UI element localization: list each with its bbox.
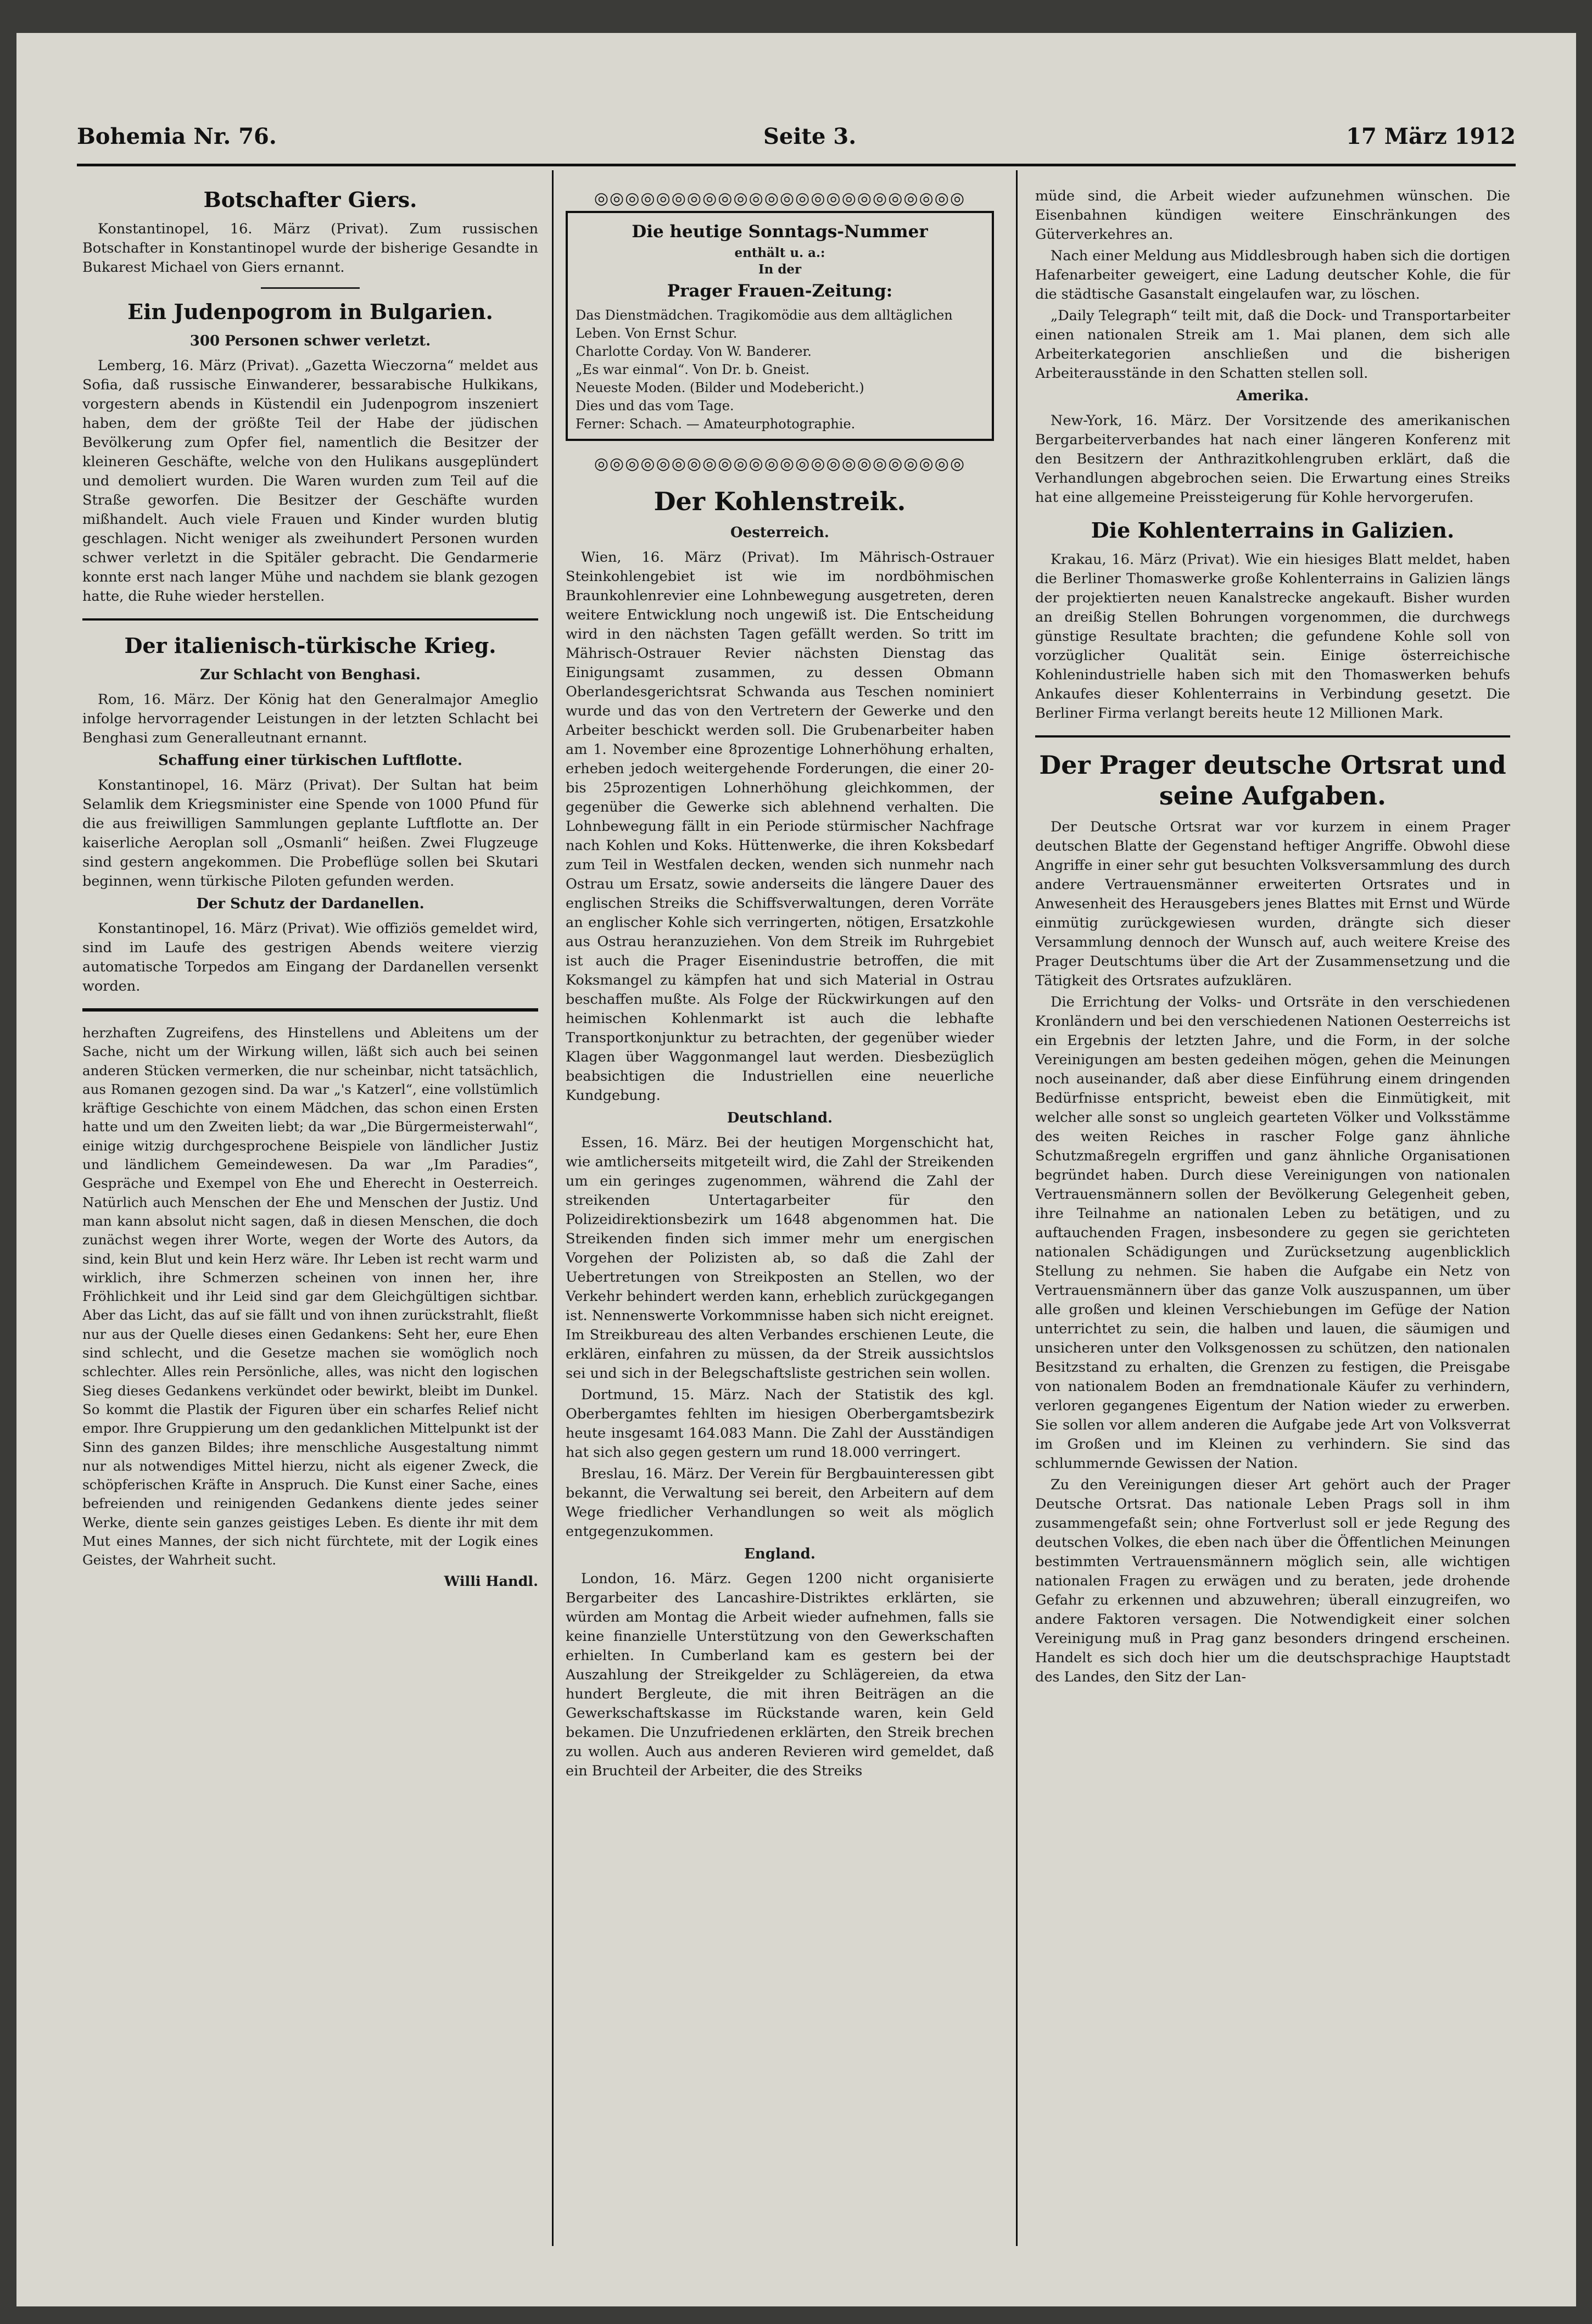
header-rule bbox=[77, 164, 1516, 166]
advert-contains: enthält u. a.: bbox=[734, 245, 825, 260]
text-dortmund: Dortmund, 15. März. Nach der Statistik des kgl. Oberbergamtes fehlten im hiesigen Oberbergamtsbezirk heute insgesamt 164.083 Mann. Die Zahl der Ausständigen hat sich also gegen gestern um rund 18.000 verringert. bbox=[566, 1387, 994, 1461]
advert-item: Ferner: Schach. — Amateurphotographie. bbox=[576, 416, 856, 432]
article-title-giers: Botschafter Giers. bbox=[203, 187, 417, 212]
column-1 bbox=[82, 187, 538, 2230]
text-middlesbrough: Nach einer Meldung aus Middlesbrough haben sich die dortigen Hafenarbeiter geweigert, eine Ladung deutscher Kohle, die für die städtische Gasanstalt eingelaufen war, zu löschen. bbox=[1035, 248, 1510, 303]
column-rule-2 bbox=[1016, 170, 1018, 2246]
article-subtitle-pogrom: 300 Personen schwer verletzt. bbox=[189, 333, 431, 349]
subhead-benghasi: Zur Schlacht von Benghasi. bbox=[200, 667, 421, 683]
ornament-border-bottom: ◎◎◎◎◎◎◎◎◎◎◎◎◎◎◎◎◎◎◎◎◎◎◎◎ bbox=[594, 454, 966, 473]
subhead-germany: Deutschland. bbox=[727, 1110, 833, 1126]
advert-title: Die heutige Sonntags-Nummer bbox=[632, 222, 928, 242]
text-dardanelles: Konstantinopel, 16. März (Privat). Wie offiziös gemeldet wird, sind im Laufe des gestrigen Abends weitere vierzig automatische Torpedos am Eingang der Dardanellen versenkt worden. bbox=[82, 920, 538, 995]
newspaper-page bbox=[16, 33, 1576, 2306]
text-ortsrat-3: Zu den Vereinigungen dieser Art gehört auch der Prager Deutsche Ortsrat. Das nationale Leben Prags soll in ihm zusammengefaßt sein; ohne Fortverlust soll er jede Regung des deutschen Volkes, die eben nach über die Öffentlichen Meinungen bestimmten Vertrauensmännern möglich sein, alle wichtigen nationalen Fragen zu erwägen und zu beraten, jede drohende Gefahr zu erkennen und abzuwehren; überall einzugreifen, wo andere Faktoren versagen. Die Notwendigkeit einer solchen Vereinigung muß in Prag ganz besonders dringend erscheinen. Handelt es sich doch hier um die deutschsprachige Hauptstadt des Landes, den Sitz der Lan- bbox=[1035, 1477, 1510, 1685]
text-benghasi: Rom, 16. März. Der König hat den Generalmajor Ameglio infolge hervorragender Leistungen in der letzten Schlacht bei Benghasi zum Generalleutnant ernannt. bbox=[82, 691, 538, 746]
ornament-border-top: ◎◎◎◎◎◎◎◎◎◎◎◎◎◎◎◎◎◎◎◎◎◎◎◎ bbox=[594, 189, 966, 208]
text-austria: Wien, 16. März (Privat). Im Mährisch-Ostrauer Steinkohlengebiet ist wie im nordböhmischen Braunkohlenrevier eine Lohnbewegung ausgetreten, deren weitere Entwicklung noch ungewiß ist. Die Entscheidung wird in den nächsten Tagen gefällt werden. So tritt im Mährisch-Ostrauer Revier nächsten Dienstag das Einigungsamt zusammen, zu dessen Obmann Oberlandesgerichtsrat Schwanda aus Teschen nominiert wurde und das von den Vertretern der Gewerke und den Arbeiter beschickt werden soll. Die Grubenarbeiter haben am 1. November eine 8prozentige Lohnerhöhung erhalten, erheben jedoch weitergehende Forderungen, die einer 20- bis 25prozentigen Lohnerhöhung gleichkommen, der gegenüber die Gewerke sich ablehnend verhalten. Die Lohnbewegung fällt in ein Periode stürmischer Nachfrage nach Kohlen und Koks. Hüttenwerke, die ihren Koksbedarf zum Teil in Westfalen decken, wenden sich nunmehr nach Ostrau um Ersatz, sowie anderseits die längere Dauer des englischen Streiks die Schiffsverwaltungen, deren Vorräte an englischer Kohle sich verringerten, nötigen, Ersatzkohle aus Ostrau heranzuziehen. Von dem Streik im Ruhrgebiet ist auch die Prager Eisenindustrie betroffen, die mit Koksmangel zu kämpfen hat und sich Material in Ostrau beschaffen mußte. Als Folge der Rückwirkungen auf den heimischen Kohlenmarkt ist auch die lebhafte Transportkonjunktur zu betrachten, der gegenüber wieder Klagen über Waggonmangel laut werden. Diesbezüglich beabsichtigen die Industriellen eine neuerliche Kundgebung. bbox=[566, 549, 994, 1104]
text-new-york: New-York, 16. März. Der Vorsitzende des amerikanischen Bergarbeiterverbandes hat nach einer längeren Konferenz mit den Besitzern der Anthrazitkohlengruben erklärt, daß die Verhandlungen abgebrochen seien. Die Erwartung eines Streiks hat eine allgemeine Preissteigerung für Kohle hervorgerufen. bbox=[1035, 412, 1510, 506]
column-rule-1 bbox=[552, 170, 554, 2246]
advert-item: „Es war einmal“. Von Dr. b. Gneist. bbox=[576, 362, 810, 377]
text-daily-telegraph: „Daily Telegraph“ teilt mit, daß die Dock- und Transportarbeiter einen nationalen Streik am 1. Mai planen, dem sich alle Arbeiterkategorien anschließen und die bisherigen Arbeiterausstände in den Schatten stellen soll. bbox=[1035, 308, 1510, 382]
article-title-ortsrat: Der Prager deutsche Ortsrat und seine Aufgaben. bbox=[1039, 750, 1506, 811]
text-airfleet: Konstantinopel, 16. März (Privat). Der Sultan hat beim Selamlik dem Kriegsminister eine Spende von 1000 Pfund für die aus freiwilligen Sammlungen geplante Luftflotte an. Der kaiserliche Aeroplan soll „Osmanli“ heißen. Zwei Flugzeuge sind gestern angekommen. Die Probeflüge sollen bei Skutari beginnen, wenn türkische Piloten gefunden werden. bbox=[82, 777, 538, 890]
text-krakau: Krakau, 16. März (Privat). Wie ein hiesiges Blatt meldet, haben die Berliner Thomaswerke große Kohlenterrains in Galizien längs der projektierten neuen Kanalstrecke angekauft. Bisher wurden an dreißig Stellen Bohrungen vorgenommen, die durchwegs günstige Resultate brachten; die gefundene Kohle soll von vorzüglicher Qualität sein. Einige österreichische Kohlenindustrielle haben sich mit den Thomaswerken behufs Ankaufes dieser Kohlenterrains in Verbindung gesetzt. Die Berliner Firma verlangt bereits heute 12 Millionen Mark. bbox=[1035, 551, 1510, 722]
text-essen: Essen, 16. März. Bei der heutigen Morgenschicht hat, wie amtlicherseits mitgeteilt wird, die Zahl der Streikenden um ein geringes zugenommen, während die Zahl der streikenden Untertagarbeiter für den Polizeidirektionsbezirk um 1648 abgenommen hat. Die Streikenden finden sich immer mehr um energischen Vorgehen der Polizisten ab, so daß die Zahl der Uebertretungen von Streikposten an Stellen, wo der Verkehr behindert werden kann, erheblich zurückgegangen ist. Nennenswerte Vorkommnisse haben sich nicht ereignet. Im Streikbureau des alten Verbandes erschienen Leute, die erklären, einfahren zu müssen, da der Streik aussichtslos sei und sich in der Belegschaftsliste gestrichen sein wollen. bbox=[566, 1135, 994, 1382]
subhead-america: Amerika. bbox=[1236, 388, 1309, 404]
subhead-dardanelles: Der Schutz der Dardanellen. bbox=[196, 896, 424, 912]
issue-number: Bohemia Nr. 76. bbox=[77, 124, 277, 149]
article-title-coalstrike: Der Kohlenstreik. bbox=[653, 487, 906, 516]
subhead-austria: Oesterreich. bbox=[730, 524, 829, 541]
text-continued: müde sind, die Arbeit wieder aufzunehmen wünschen. Die Eisenbahnen kündigen weitere Einschränkungen des Güterverkehres an. bbox=[1035, 188, 1510, 243]
advert-item: Charlotte Corday. Von W. Banderer. bbox=[576, 344, 812, 359]
text-breslau: Breslau, 16. März. Der Verein für Bergbauinteressen gibt bekannt, die Verwaltung sei bereit, den Arbeitern auf dem Wege friedlicher Verhandlungen so weit als möglich entgegenzukommen. bbox=[566, 1466, 994, 1540]
advert-paper-name: Prager Frauen-Zeitung: bbox=[667, 281, 893, 301]
advert-in: In der bbox=[758, 262, 802, 277]
advert-item: Dies und das vom Tage. bbox=[576, 398, 734, 414]
article-text-giers: Konstantinopel, 16. März (Privat). Zum russischen Botschafter in Konstantinopel wurde der bisherige Gesandte in Bukarest Michael von Giers ernannt. bbox=[82, 221, 538, 276]
advert-item: Das Dienstmädchen. Tragikomödie aus dem alltäglichen Leben. Von Ernst Schur. bbox=[576, 308, 953, 341]
column-2 bbox=[566, 187, 994, 2230]
article-title-pogrom: Ein Judenpogrom in Bulgarien. bbox=[127, 299, 493, 324]
text-ortsrat-2: Die Errichtung der Volks- und Ortsräte in den verschiedenen Kronländern und bei den verschiedenen Nationen Oesterreichs ist ein Ergebnis der letzten Jahre, und die Form, in der solche Vereinigungen am besten gedeihen mögen, gehen die Meinungen noch auseinander, daß aber diese Einführung einem dringenden Bedürfnisse entspricht, beweist eben die Einmütigkeit, mit welcher alle sonst so ungleich gearteten Völker und Volksstämme des weiten Reiches in rascher Folge ganz ähnliche Schutzmaßregeln ergriffen und ganz ähnliche Organisationen begründet haben. Durch diese Vereinigungen von nationalen Vertrauensmännern sollen der Bevölkerung Gelegenheit geben, ihre Teilnahme an nationalen Leben zu betätigen, und zu auftauchenden Fragen, insbesondere zu gegen sie gerichteten nationalen Schädigungen und Zurücksetzung augenblicklich Stellung zu nehmen. Sie haben die Aufgabe ein Netz von Vertrauensmännern über das ganze Volk auszuspannen, um über alle großen und kleinen Verschiebungen im Gefüge der Nation unterrichtet zu sein, die halben und lauen, die säumigen und unsicheren unter den Volksgenossen zu schützen, den nationalen Besitzstand zu erhalten, die Grenzen zu festigen, die Preisgabe von nationalem Boden an fremdnationale Käufer zu verhindern, verloren gegangenes Eigentum der Nation wieder zu erwerben. Sie sollen vor allem anderen die Aufgabe jede Art von Volksverrat im Großen und im Kleinen zu verhindern. Sie sind das schlummernde Gewissen der Nation. bbox=[1035, 994, 1510, 1472]
advert-item: Neueste Moden. (Bilder und Modebericht.) bbox=[576, 380, 864, 395]
article-title-galicia: Die Kohlenterrains in Galizien. bbox=[1091, 518, 1455, 543]
column-3 bbox=[1035, 187, 1510, 2230]
separator bbox=[261, 287, 360, 289]
section-rule bbox=[1035, 735, 1510, 738]
feuilleton-signature: Willi Handl. bbox=[444, 1573, 538, 1590]
article-title-war: Der italienisch-türkische Krieg. bbox=[124, 633, 496, 658]
article-text-pogrom: Lemberg, 16. März (Privat). „Gazetta Wieczorna“ meldet aus Sofia, daß russische Einwanderer, bessarabische Hulkikans, vorgestern abends in Küstendil ein Judenpogrom inszeniert haben, dem der größte Teil der Habe der jüdischen Bevölkerung zum Opfer fiel, namentlich die Besitzer der kleineren Geschäfte, welche von den Hulikans ausgeplündert und demoliert wurden. Die Waren wurden zum Teil auf die Straße geworfen. Die Besitzer der Geschäfte wurden mißhandelt. Auch viele Frauen und Kinder wurden blutig geschlagen. Nicht weniger als zweihundert Personen wurden schwer verletzt in die Spitäler gebracht. Die Gendarmerie konnte erst nach langer Mühe und nachdem sie blank gezogen hatte, die Ruhe wieder herstellen. bbox=[82, 357, 538, 605]
section-rule bbox=[82, 618, 538, 621]
feuilleton-text: herzhaften Zugreifens, des Hinstellens und Ableitens um der Sache, nicht um der Wirkung willen, läßt sich auch bei seinen anderen Stücken vermerken, die nur scheinbar, nicht tatsächlich, aus Romanen gezogen sind. Da war „'s Katzerl“, eine vollstümlich kräftige Geschichte von einem Mädchen, das schon einen Ersten hatte und um den Zweiten liebt; da war „Die Bürgermeisterwahl“, einige witzig durchgesprochene Beispiele von ländlicher Justiz und ländlichem Gemeindewesen. Da war „Im Paradies“, Gespräche und Exempel von Ehe und Eherecht in Oesterreich. Natürlich auch Menschen der Ehe und Menschen der Justiz. Und man kann absolut nicht sagen, daß in diesen Menschen, die doch zunächst wegen ihrer Worte, wegen der Worte des Autors, da sind, kein Blut und kein Herz wäre. Ihr Leben ist recht warm und wirklich, ihre Schmerzen scheinen von innen her, ihre Fröhlichkeit und ihr Leid sind gar dem Gleichgültigen sichtbar. Aber das Licht, das auf sie fällt und von ihnen zurückstrahlt, fließt nur aus der Quelle dieses einen Gedankens: Seht her, eure Ehen sind schlecht, und die Gesetze machen sie womöglich noch schlechter. Alles rein Persönliche, alles, was nicht den logischen Sieg dieses Gedankens verkündet oder bewirkt, bleibt im Dunkel. So kommt die Plastik der Figuren über ein scharfes Relief nicht empor. Ihre Gruppierung um den gedanklichen Mittelpunkt ist der Sinn des ganzen Bildes; ihre menschliche Ausgestaltung nimmt nur als notwendiges Mittel hierzu, nicht als eigener Zweck, die schöpferischen Kräfte in Anspruch. Die Kunst einer Sache, eines befreienden und reinigenden Gedankens diente jedes seiner Werke, diente sein ganzes geistiges Leben. Es diente ihr mit dem Mut eines Mannes, der sich nicht fürchtete, mit der Logik eines Geistes, der Wahrheit sucht. bbox=[82, 1025, 538, 1568]
issue-date: 17 März 1912 bbox=[1346, 124, 1516, 149]
page-number: Seite 3. bbox=[763, 124, 857, 149]
advert-box bbox=[566, 211, 994, 441]
subhead-england: England. bbox=[744, 1546, 815, 1562]
feuilleton-rule bbox=[82, 1008, 538, 1012]
subhead-airfleet: Schaffung einer türkischen Luftflotte. bbox=[158, 752, 462, 769]
page-header bbox=[77, 118, 1516, 162]
text-london: London, 16. März. Gegen 1200 nicht organisierte Bergarbeiter des Lancashire-Distriktes erklärten, sie würden am Montag die Arbeit wieder aufnehmen, falls sie keine finanzielle Unterstützung von den Gewerkschaften erhielten. In Cumberland kam es gestern bei der Auszahlung der Streikgelder zu Schlägereien, da etwa hundert Bergleute, die mit ihren Beiträgen an die Gewerkschaftskasse im Rückstande waren, kein Geld bekamen. Die Unzufriedenen erklärten, den Streik brechen zu wollen. Auch aus anderen Revieren wird gemeldet, daß ein Bruchteil der Arbeiter, die des Streiks bbox=[566, 1571, 994, 1779]
text-ortsrat-1: Der Deutsche Ortsrat war vor kurzem in einem Prager deutschen Blatte der Gegenstand heftiger Angriffe. Obwohl diese Angriffe in einer sehr gut besuchten Volksversammlung des durch andere Vertrauensmänner erweiterten Ortsrates und in Anwesenheit des Herausgebers jenes Blattes mit Ernst und Würde einmütig zurückgewiesen wurden, drängte sich dieser Versammlung dennoch der Wunsch auf, auch weitere Kreise des Prager Deutschtums über die Art der Zusammensetzung und die Tätigkeit des Ortsrates aufzuklären. bbox=[1035, 819, 1510, 989]
